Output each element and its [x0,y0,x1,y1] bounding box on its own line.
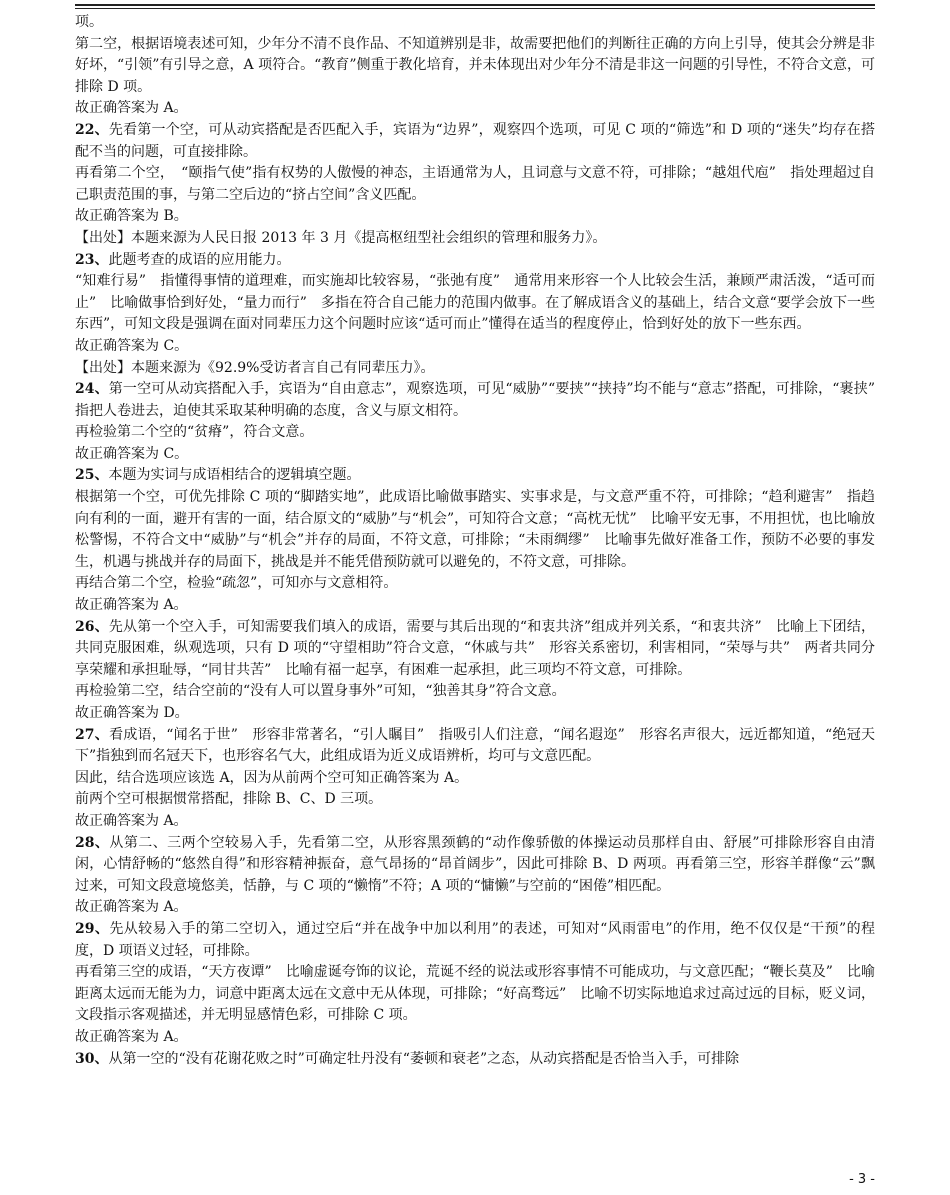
paragraph-text: “知难行易” 指懂得事情的道理难，而实施却比较容易，“张弛有度” 通常用来形容一个人比较会生活，兼顾严肃活泼，“适可而止” 比喻做事恰到好处，“量力而行” 多指在符合自己能力的范围内做事。在了解成语含义的基础上，结合文意“要学会放下一些东西”，可知文段是强调在面对同辈压力这个问题时应该“适可而止”懂得在适当的程度停止，恰到好处的放下一些东西。 [75,273,875,333]
paragraph-text: 先看第一个空，可从动宾搭配是否匹配入手，宾语为“边界”，观察四个选项，可见 C 项的“筛选”和 D 项的“迷失”均存在搭配不当的问题，可直接排除。 [75,121,875,160]
header-rule-thick [75,4,875,6]
paragraph [75,725,875,768]
paragraph [75,465,875,487]
question-number: 25、 [75,467,109,484]
paragraph-text: 先从较易入手的第二空切入，通过空后“并在战争中加以利用”的表述，可知对“风雨雷电”的作用，绝不仅仅是“干预”的程度，D 项语义过轻，可排除。 [75,920,875,959]
question-number: 30、 [75,1050,109,1067]
paragraph [75,358,875,380]
paragraph [75,595,875,617]
paragraph [75,250,875,272]
paragraph-text: 故正确答案为 B。 [75,208,188,225]
paragraph [75,228,875,250]
paragraph [75,12,875,34]
paragraph-text: 故正确答案为 C。 [75,445,189,462]
page-number: - 3 - [849,1172,875,1187]
paragraph-text: 故正确答案为 A。 [75,100,188,117]
paragraph-text: 【出处】本题来源为《92.9%受访者言自己有同辈压力》。 [75,359,435,376]
question-number: 27、 [75,726,110,743]
paragraph [75,98,875,120]
paragraph [75,379,889,422]
paragraph-text: 【出处】本题来源为人民日报 2013 年 3 月《提高枢纽型社会组织的管理和服务力》。 [75,229,607,246]
paragraph-text: 故正确答案为 D。 [75,705,189,721]
paragraph-text: 此题考查的成语的应用能力。 [108,251,291,268]
paragraph [75,120,875,163]
paragraph [75,789,875,811]
question-number: 22、 [75,121,109,138]
paragraph-text: 故正确答案为 C。 [75,337,189,354]
paragraph-text: 本题为实词与成语相结合的逻辑填空题。 [108,467,361,484]
paragraph [75,1027,875,1049]
paragraph [75,163,875,206]
question-number: 29、 [75,920,110,937]
paragraph-text: 故正确答案为 A。 [75,899,188,916]
paragraph-text: 项。 [75,14,103,30]
paragraph [75,573,875,595]
paragraph [75,919,875,962]
paragraph [75,206,875,228]
paragraph-text: 故正确答案为 A。 [75,812,188,829]
paragraph [75,271,875,336]
paragraph [75,833,875,898]
paragraph [75,1049,875,1071]
header-rule-thin [75,8,875,9]
paragraph [75,422,875,444]
paragraph-text: 再看第三空的成语，“天方夜谭” 比喻虚诞夸饰的议论，荒诞不经的说法或形容事情不可能成功，与文意匹配；“鞭长莫及” 比喻距离太远而无能为力，词意中距离太远在文意中无从体现，可排除；“好高骛远” 比喻不切实际地追求过高过远的目标，贬义词，文段指示客观描述，并无明显感情色彩，可排除 C 项。 [75,964,875,1024]
paragraph [75,811,875,833]
paragraph [75,336,875,358]
paragraph-text: 先从第一个空入手，可知需要我们填入的成语，需要与其后出现的“和衷共济”组成并列关系，“和衷共济” 比喻上下团结，共同克服困难，纵观选项，只有 D 项的“守望相助”符合文意，“休戚与共” 形容关系密切，利害相同，“荣辱与共” 两者共同分享荣耀和承担耻辱，“同甘共苦” 比喻有福一起享，有困难一起承担，此三项均不符文意，可排除。 [75,618,875,678]
question-number: 26、 [75,618,109,635]
paragraph [75,487,875,573]
paragraph-text: 故正确答案为 A。 [75,597,188,614]
paragraph-text: 再检验第二空，结合空前的“没有人可以置身事外”可知，“独善其身”符合文意。 [75,683,566,700]
paragraph [75,444,875,466]
question-number: 24、 [75,381,109,398]
paragraph [75,681,875,703]
paragraph-text: 再看第二个空， “颐指气使”指有权势的人傲慢的神态，主语通常为人，且词意与文意不符，可排除；“越俎代庖” 指处理超过自己职责范围的事，与第二空后边的“挤占空间”含义匹配。 [75,165,875,203]
paragraph-text: 根据第一个空，可优先排除 C 项的“脚踏实地”，此成语比喻做事踏实、实事求是，与文意严重不符，可排除；“趋利避害” 指趋向有利的一面，避开有害的一面，结合原文的“威胁”与“机会”，可知符合文意；“高枕无忧” 比喻平安无事，不用担忧，也比喻放松警惕，不符合文中“威胁”与“机会”并存的局面，不符文意，可排除；“未雨绸缪” 比喻事先做好准备工作，预防不必要的事发生，机遇与挑战并存的局面下，挑战是并不能凭借预防就可以避免的，不符文意，可排除。 [75,489,875,570]
paragraph-text: 看成语，“闻名于世” 形容非常著名，“引人瞩目” 指吸引人们注意，“闻名遐迩” 形容名声很大，远近都知道，“绝冠天下”指独到而名冠天下，也形容名气大，此组成语为近义成语辨析，均可与文意匹配。 [75,726,876,765]
paragraph-text: 从第二、三两个空较易入手，先看第二空，从形容黑颈鹤的“动作像骄傲的体操运动员那样自由、舒展”可排除形容自由清闲，心情舒畅的“悠然自得”和形容精神振奋，意气昂扬的“昂首阔步”，因此可排除 B、D 两项。再看第三空，形容羊群像“云”飘过来，可知文段意境悠美，恬静，与 C 项的“懒惰”不符；A 项的“慵懒”与空前的“困倦”相匹配。 [75,834,876,894]
paragraph [75,703,875,725]
question-number: 23、 [75,251,109,268]
paragraph [75,962,875,1027]
question-number: 28、 [75,834,110,851]
paragraph-text: 第一空可从动宾搭配入手，宾语为“自由意志”，观察选项，可见“威胁”“要挟”“挟持”均不能与“意志”搭配，可排除，“裹挟” 指把人卷进去，迫使其采取某种明确的态度，含义与原文相符。 [75,381,889,419]
paragraph-text: 因此，结合选项应该选 A，因为从前两个空可知正确答案为 A。 [75,769,469,786]
paragraph [75,617,875,682]
document-body [75,12,889,1070]
paragraph [75,897,875,919]
paragraph-text: 再结合第二个空，检验“疏忽”，可知亦与文意相符。 [75,575,398,592]
paragraph [75,34,875,99]
paragraph-text: 再检验第二个空的“贫瘠”，符合文意。 [75,424,314,441]
paragraph-text: 前两个空可根据惯常搭配，排除 B、C、D 三项。 [75,791,383,808]
paragraph-text: 第二空，根据语境表述可知，少年分不清不良作品、不知道辨别是非，故需要把他们的判断往正确的方向上引导，使其会分辨是非好坏，“引领”有引导之意，A 项符合。“教育”侧重于教化培育，并未体现出对少年分不清是非这一问题的引导性，不符合文意，可排除 D 项。 [75,35,875,95]
paragraph-text: 从第一空的“没有花谢花败之时”可确定牡丹没有“萎顿和衰老”之态，从动宾搭配是否恰当入手，可排除 [108,1050,740,1067]
paragraph [75,768,875,790]
paragraph-text: 故正确答案为 A。 [75,1028,188,1045]
